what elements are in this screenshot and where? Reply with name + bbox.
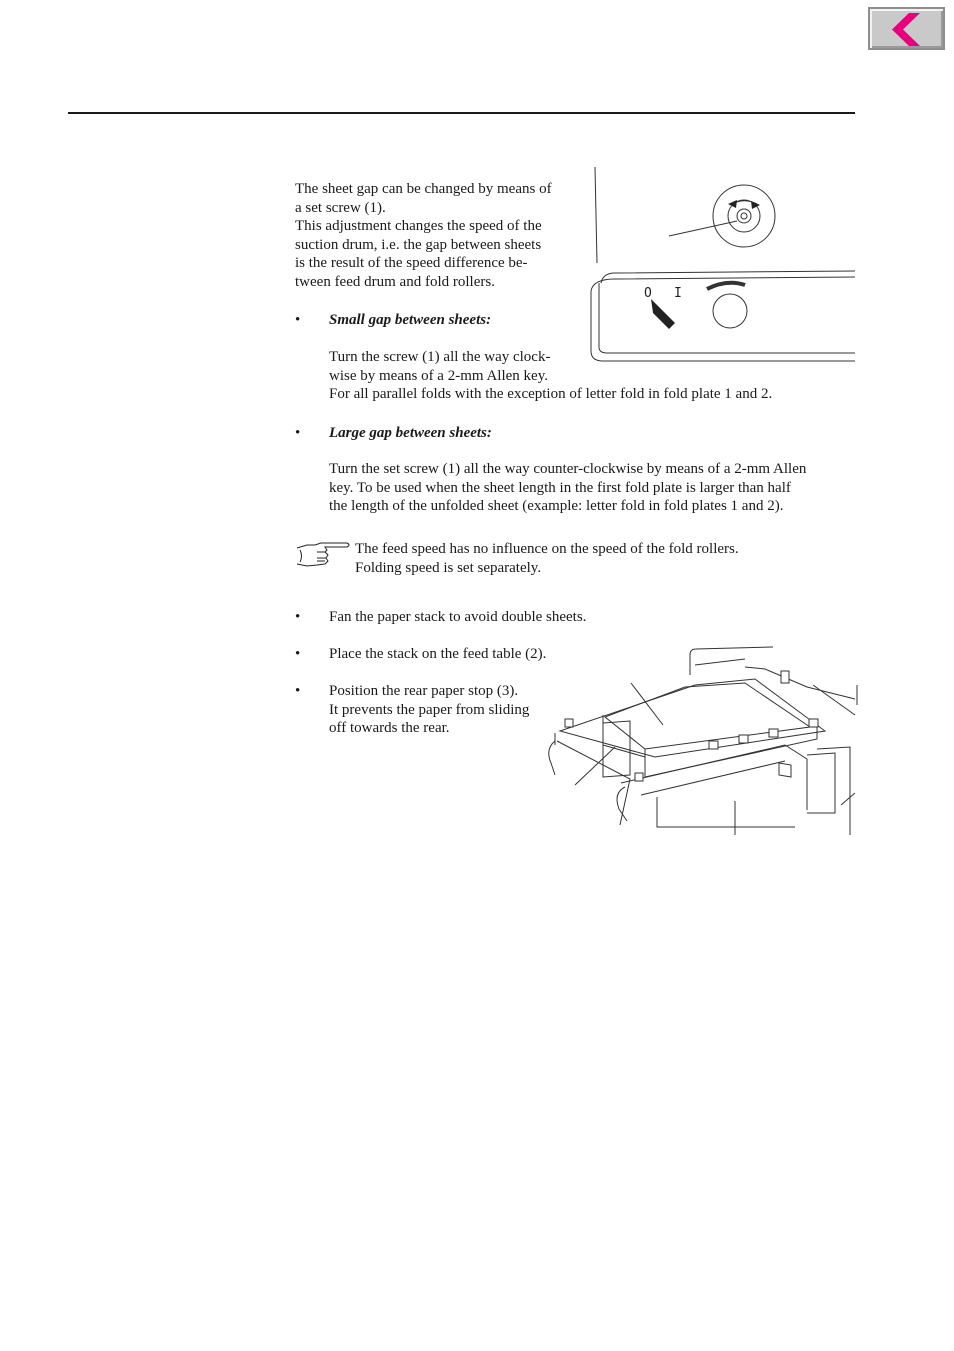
intro-line: suction drum, i.e. the gap between sheets [295,236,542,253]
step-line: Position the rear paper stop (3). [329,683,519,699]
bullet: • [295,646,301,662]
small-gap-line: Turn the screw (1) all the way clock- [329,349,551,365]
chevron-left-icon [892,13,922,46]
pointing-hand-icon [295,540,351,570]
step-line: It prevents the paper from sliding [329,701,530,718]
step-place-stack: Place the stack on the feed table (2). [329,646,547,662]
large-gap-heading: Large gap between sheets: [329,425,492,441]
large-gap-line: key. To be used when the sheet length in the first fold plate is larger than half [329,479,791,496]
large-gap-line: Turn the set screw (1) all the way counter-clockwise by means of a 2-mm Allen [329,461,807,477]
bullet: • [295,609,301,625]
intro-line: is the result of the speed difference be- [295,255,528,271]
set-screw-figure [585,163,857,365]
bullet: • [295,683,301,699]
switch-off-label: O [644,286,652,301]
bullet: • [295,312,301,328]
intro-line: a set screw (1). [295,199,386,216]
small-gap-heading: Small gap between sheets: [329,312,492,328]
feed-table-figure [545,645,857,840]
step-fan-stack: Fan the paper stack to avoid double sheets. [329,609,587,625]
switch-on-label: I [674,286,682,301]
note-text [355,540,739,577]
small-gap-line: wise by means of a 2-mm Allen key. [329,367,548,384]
intro-line: This adjustment changes the speed of the [295,218,542,234]
step-rear-stop [329,682,529,738]
step-line: off towards the rear. [329,720,450,736]
intro-line: tween feed drum and fold rollers. [295,273,495,290]
intro-paragraph [295,180,552,291]
intro-line: The sheet gap can be changed by means of [295,181,552,197]
note-line: Folding speed is set separately. [355,559,542,576]
large-gap-body [329,460,806,516]
large-gap-line: the length of the unfolded sheet (example: letter fold in fold plates 1 and 2). [329,498,784,514]
header-rule [68,112,855,114]
back-button[interactable] [868,7,945,50]
bullet: • [295,425,301,441]
small-gap-line: For all parallel folds with the exception of letter fold in fold plate 1 and 2. [329,386,773,402]
note-line: The feed speed has no influence on the speed of the fold rollers. [355,541,739,557]
